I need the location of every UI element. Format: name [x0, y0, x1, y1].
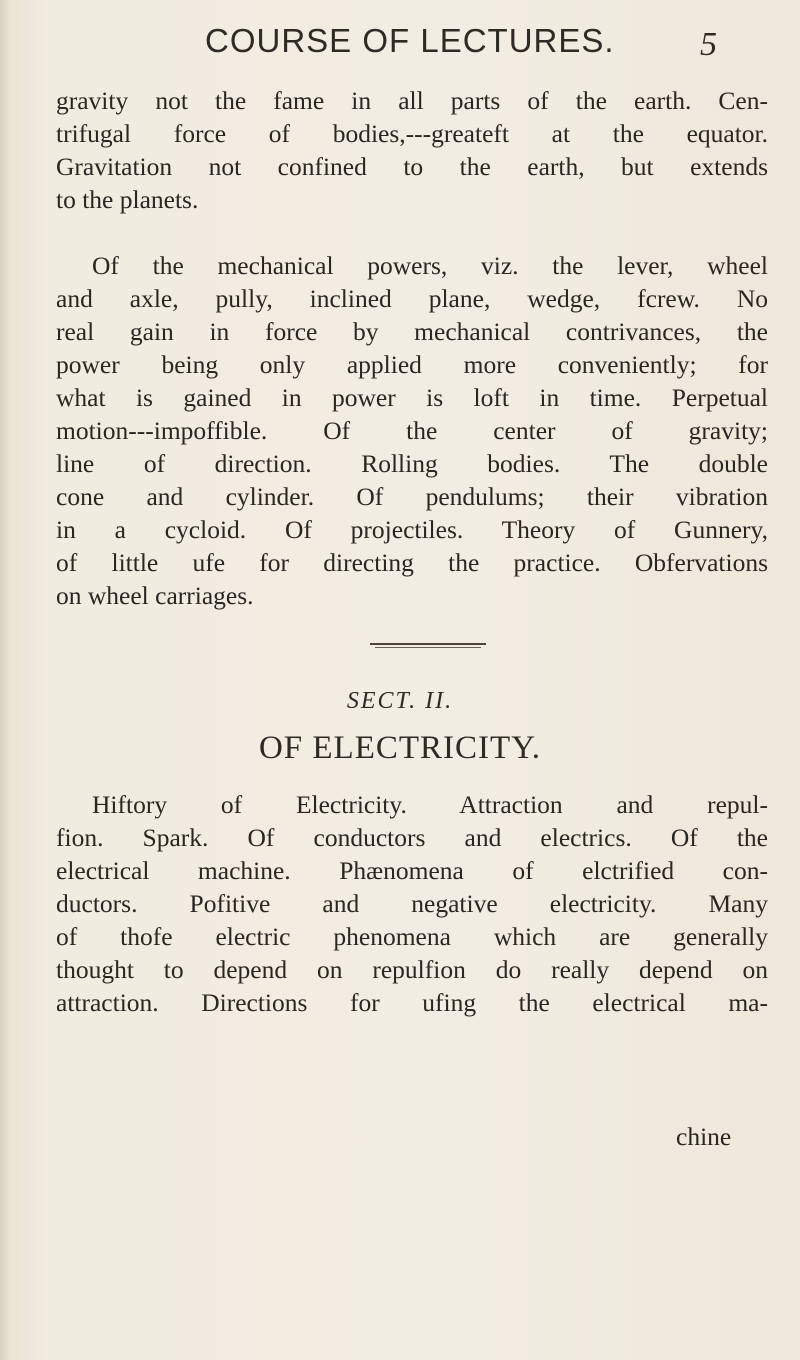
catchword: chine [676, 1122, 732, 1151]
text-line: fion. Spark. Of conductors and electrics. Of the [56, 823, 768, 852]
running-title: COURSE OF LECTURES. [205, 22, 615, 59]
section-label: SECT. II. [346, 688, 454, 714]
text-line: real gain in force by mechanical contrivances, the [56, 317, 768, 346]
section-divider-rule-thin [375, 647, 481, 648]
section-divider-rule [370, 643, 486, 645]
text-line: ductors. Pofitive and negative electricity. Many [56, 889, 768, 918]
text-line: Hiftory of Electricity. Attraction and repul- [92, 790, 768, 819]
paragraph-electricity [56, 788, 768, 1019]
text-line: attraction. Directions for ufing the electrical ma- [56, 988, 768, 1017]
text-line: on wheel carriages. [56, 581, 254, 610]
text-line: what is gained in power is loft in time. Perpetual [56, 383, 768, 412]
text-line: trifugal force of bodies,---greateft at the equator. [56, 119, 768, 148]
text-line: motion---impoffible. Of the center of gravity; [56, 416, 768, 445]
paragraph-mechanical-powers [56, 249, 768, 612]
page-gutter-shadow [0, 0, 10, 1360]
text-line: line of direction. Rolling bodies. The double [56, 449, 768, 478]
paragraph-gravity [56, 84, 768, 216]
text-line: to the planets. [56, 185, 199, 214]
text-line: power being only applied more conveniently; for [56, 350, 768, 379]
text-line: cone and cylinder. Of pendulums; their vibration [56, 482, 768, 511]
text-line: thought to depend on repulfion do really depend on [56, 955, 768, 984]
text-line: of little ufe for directing the practice. Obfervations [56, 548, 768, 577]
text-line: in a cycloid. Of projectiles. Theory of Gunnery, [56, 515, 768, 544]
text-line: and axle, pully, inclined plane, wedge, fcrew. No [56, 284, 768, 313]
text-line: Of the mechanical powers, viz. the lever, wheel [92, 251, 768, 280]
text-line: electrical machine. Phænomena of elctrified con- [56, 856, 768, 885]
text-line: of thofe electric phenomena which are generally [56, 922, 768, 951]
text-line: Gravitation not confined to the earth, but extends [56, 152, 768, 181]
section-title: OF ELECTRICITY. [258, 730, 542, 766]
page-number: 5 [700, 26, 717, 63]
text-line: gravity not the fame in all parts of the earth. Cen- [56, 86, 768, 115]
running-head [0, 14, 800, 74]
